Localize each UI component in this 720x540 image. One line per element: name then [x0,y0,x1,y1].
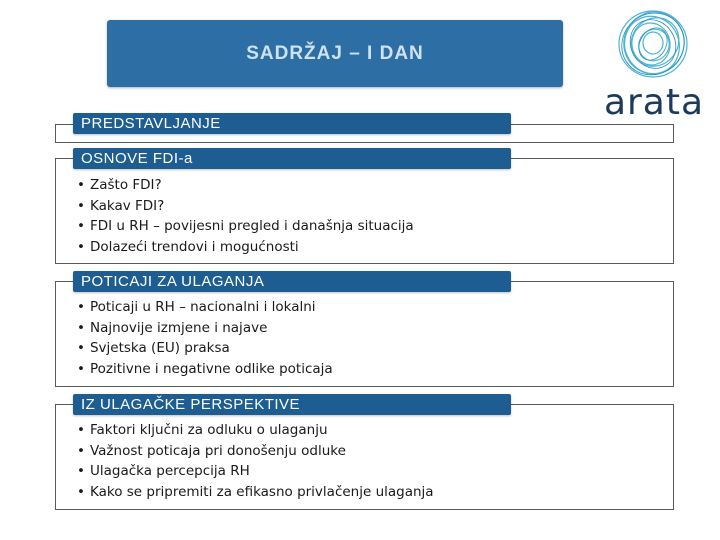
perspektive-bullet-list [77,420,434,502]
list-item: • Važnost poticaja pri donošenju odluke [77,441,434,462]
list-item: • Dolazeći trendovi i mogućnosti [77,237,414,258]
list-item: • FDI u RH – povijesni pregled i današnja situacija [77,216,414,237]
list-item: • Ulagačka percepcija RH [77,461,434,482]
list-item: • Pozitivne i negativne odlike poticaja [77,359,333,380]
section-header-poticaji: POTICAJI ZA ULAGANJA [73,271,511,292]
list-item: • Najnovije izmjene i najave [77,318,333,339]
section-header-osnove: OSNOVE FDI-a [73,148,511,169]
page-title: SADRŽAJ – I DAN [246,42,424,64]
osnove-bullet-list [77,175,414,257]
logo-rings-icon [610,6,696,86]
arata-logo [598,6,710,124]
title-banner [107,20,563,87]
section-header-perspektive: IZ ULAGAČKE PERSPEKTIVE [73,394,511,415]
list-item: • Kako se pripremiti za efikasno privlačenje ulaganja [77,482,434,503]
list-item: • Poticaji u RH – nacionalni i lokalni [77,297,333,318]
list-item: • Faktori ključni za odluku o ulaganju [77,420,434,441]
logo-wordmark: arata [603,82,705,123]
poticaji-bullet-list [77,297,333,379]
list-item: • Zašto FDI? [77,175,414,196]
list-item: • Kakav FDI? [77,196,414,217]
list-item: • Svjetska (EU) praksa [77,338,333,359]
section-header-predstavljanje: PREDSTAVLJANJE [73,113,511,134]
